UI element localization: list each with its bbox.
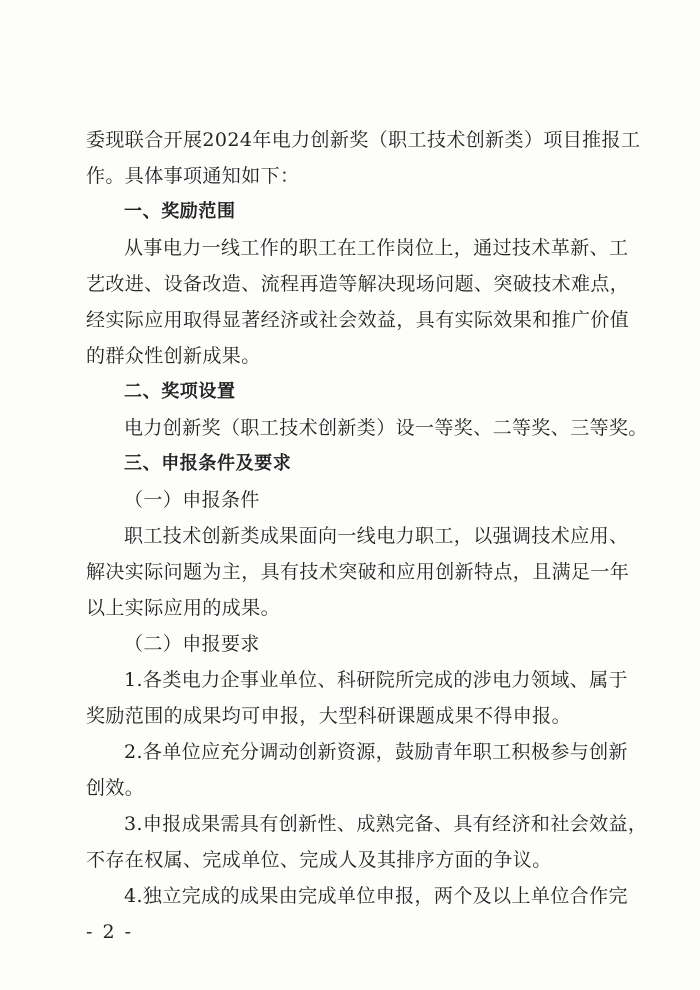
paragraph-line: 从事电力一线工作的职工在工作岗位上，通过技术革新、工	[124, 237, 629, 259]
intro-line-2: 作。具体事项通知如下：	[86, 165, 300, 187]
list-item-1-line-2: 奖励范围的成果均可申报，大型科研课题成果不得申报。	[86, 705, 572, 727]
subsection-heading-conditions: （一）申报条件	[124, 489, 260, 511]
list-item-1-line-1: 1.各类电力企事业单位、科研院所完成的涉电力领域、属于	[124, 669, 628, 691]
list-item-3-line-1: 3.申报成果需具有创新性、成熟完备、具有经济和社会效益，	[124, 813, 648, 835]
list-item-2-line-2: 创效。	[86, 777, 145, 799]
subsection-heading-requirements: （二）申报要求	[124, 633, 260, 655]
page-number: - 2 -	[86, 921, 134, 943]
paragraph-line: 以上实际应用的成果。	[86, 597, 281, 619]
paragraph-line: 经实际应用取得显著经济或社会效益，具有实际效果和推广价值	[86, 309, 630, 331]
paragraph-line: 的群众性创新成果。	[86, 345, 261, 367]
list-item-3-line-2: 不存在权属、完成单位、完成人及其排序方面的争议。	[86, 849, 552, 871]
section-heading-award-settings: 二、奖项设置	[124, 381, 236, 402]
paragraph-line: 艺改进、设备改造、流程再造等解决现场问题、突破技术难点，	[86, 273, 630, 295]
paragraph-line: 职工技术创新类成果面向一线电力职工，以强调技术应用、	[124, 525, 629, 547]
section-heading-award-scope: 一、奖励范围	[124, 201, 236, 222]
intro-line-1: 委现联合开展2024年电力创新奖（职工技术创新类）项目推报工	[86, 129, 641, 151]
list-item-4-line-1: 4.独立完成的成果由完成单位申报，两个及以上单位合作完	[124, 885, 628, 907]
list-item-2-line-1: 2.各单位应充分调动创新资源，鼓励青年职工积极参与创新	[124, 741, 628, 763]
paragraph-line: 电力创新奖（职工技术创新类）设一等奖、二等奖、三等奖。	[124, 417, 648, 439]
paragraph-line: 解决实际问题为主，具有技术突破和应用创新特点，且满足一年	[86, 561, 630, 583]
section-heading-application-requirements: 三、申报条件及要求	[124, 453, 292, 474]
